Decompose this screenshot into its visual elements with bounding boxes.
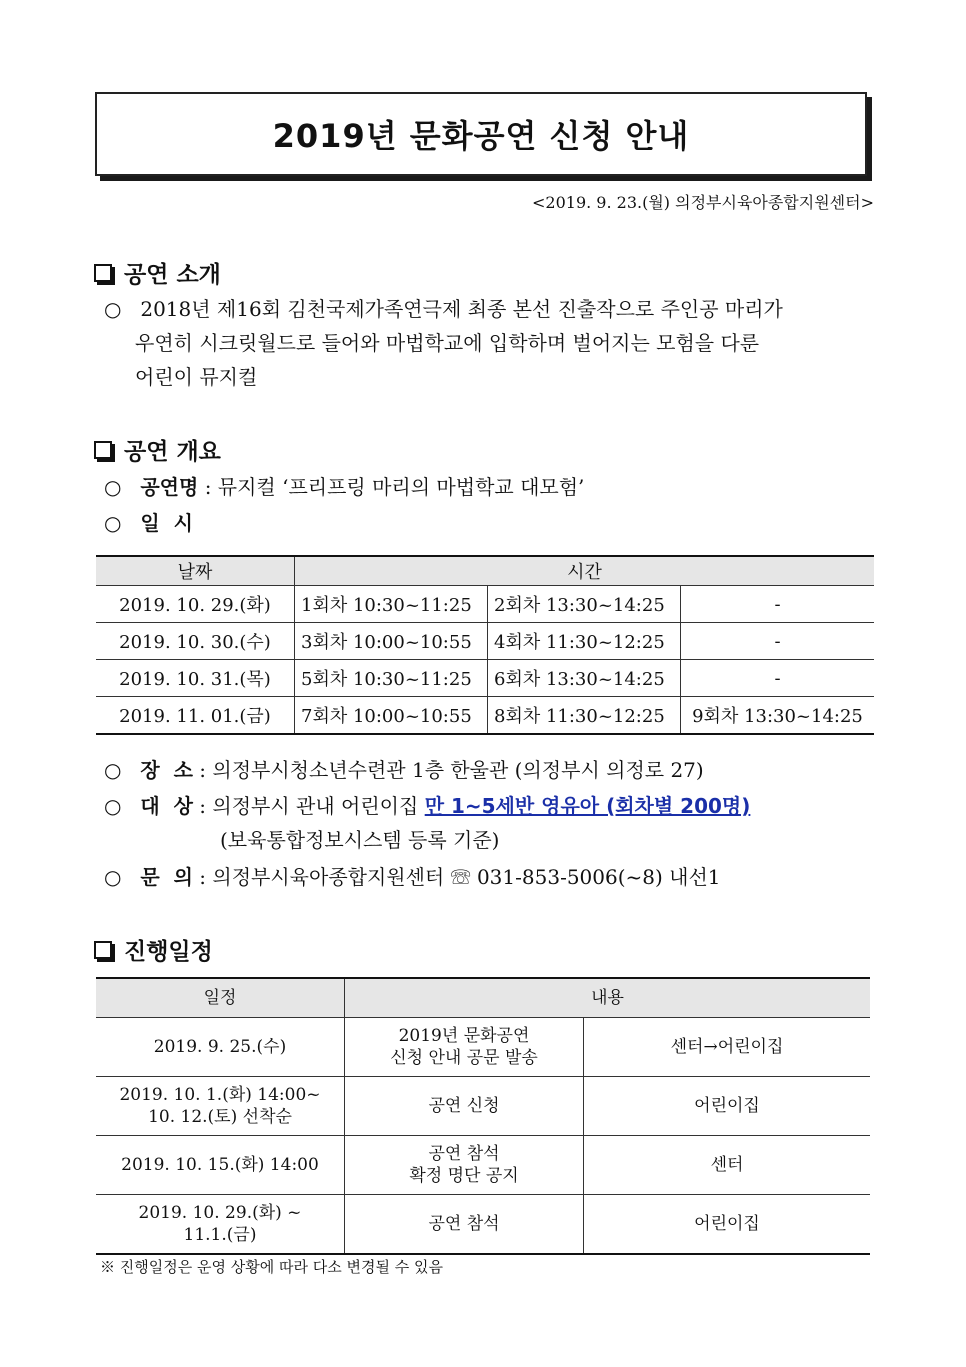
target-line: ○ 대 상 : 의정부시 관내 어린이집 만 1~5세반 영유아 (회차별 200명): [104, 789, 750, 823]
contact-label: 문 의: [140, 865, 193, 889]
table-cell: 6회차 13:30~14:25: [488, 660, 681, 697]
target-value: 의정부시 관내 어린이집: [212, 794, 419, 818]
intro-line-3: 어린이 뮤지컬: [135, 365, 258, 389]
table-cell: 2019. 10. 30.(수): [96, 623, 295, 660]
table-cell: 9회차 13:30~14:25: [681, 697, 875, 735]
section-heading-overview: [94, 433, 221, 466]
target-label: 대 상: [140, 794, 193, 818]
place-line: ○ 장 소 : 의정부시청소년수련관 1층 한울관 (의정부시 의정로 27): [104, 753, 704, 787]
dateline: <2019. 9. 23.(월) 의정부시육아종합지원센터>: [532, 193, 874, 212]
table-cell: 어린이집: [584, 1195, 871, 1255]
table-row: [96, 623, 874, 660]
table-cell: 5회차 10:30~11:25: [295, 660, 488, 697]
target-note: (보육통합정보시스템 등록 기준): [220, 828, 500, 852]
circle-bullet-icon: ○: [104, 511, 122, 535]
circle-bullet-icon: ○: [104, 794, 122, 818]
contact-value: 의정부시육아종합지원센터 ☏ 031-853-5006(~8) 내선1: [212, 865, 721, 889]
table-cell: 7회차 10:00~10:55: [295, 697, 488, 735]
table-row: [96, 1136, 870, 1195]
table-header-time: 시간: [295, 556, 875, 586]
section-heading-progress-text: 진행일정: [124, 939, 213, 965]
footnote: ※ 진행일정은 운영 상황에 따라 다소 변경될 수 있음: [100, 1258, 443, 1276]
table-row: [96, 1018, 870, 1077]
table-cell: 2019. 11. 01.(금): [96, 697, 295, 735]
table-cell: 2019. 10. 31.(목): [96, 660, 295, 697]
table-cell: -: [681, 586, 875, 623]
overview-date-line: [104, 506, 193, 540]
intro-line-2: 우연히 시크릿월드로 들어와 마법학교에 입학하며 벌어지는 모험을 다룬: [135, 331, 760, 355]
section-heading-progress: [94, 933, 213, 966]
title-box: [95, 92, 867, 176]
circle-bullet-icon: ○: [104, 865, 122, 889]
page-title: 2019년 문화공연 신청 안내: [272, 117, 690, 155]
circle-bullet-icon: ○: [104, 297, 122, 321]
table-row: [96, 697, 874, 735]
table-cell: 2019. 10. 1.(화) 14:00~ 10. 12.(토) 선착순: [96, 1077, 345, 1136]
table-cell: 2019. 10. 15.(화) 14:00: [96, 1136, 345, 1195]
table-row: [96, 586, 874, 623]
table-cell: 센터→어린이집: [584, 1018, 871, 1077]
table-header-date: 날짜: [96, 556, 295, 586]
table-cell: 공연 참석: [345, 1195, 584, 1255]
checkbox-square-icon: [94, 441, 112, 459]
overview-date-label: 일 시: [140, 511, 193, 535]
intro-text-1: 2018년 제16회 김천국제가족연극제 최종 본선 진출작으로 주인공 마리가: [140, 297, 783, 321]
table-cell: 2019. 10. 29.(화): [96, 586, 295, 623]
checkbox-square-icon: [94, 264, 112, 282]
table-cell: 8회차 11:30~12:25: [488, 697, 681, 735]
place-label: 장 소: [140, 758, 193, 782]
table-header-schedule: 일정: [96, 978, 345, 1018]
table-cell: -: [681, 660, 875, 697]
target-highlight: 만 1~5세반 영유아 (회차별 200명): [424, 794, 751, 818]
table-row: [96, 660, 874, 697]
table-cell: 공연 신청: [345, 1077, 584, 1136]
place-value: 의정부시청소년수련관 1층 한울관 (의정부시 의정로 27): [212, 758, 704, 782]
section-heading-intro: [94, 256, 221, 289]
table-header-row: [96, 978, 870, 1018]
section-heading-intro-text: 공연 소개: [124, 262, 221, 288]
table-cell: 2019년 문화공연 신청 안내 공문 발송: [345, 1018, 584, 1077]
section-heading-overview-text: 공연 개요: [124, 439, 221, 465]
overview-name-line: ○ 공연명 : 뮤지컬 ‘프리프링 마리의 마법학교 대모험’: [104, 470, 584, 504]
table-cell: 2019. 9. 25.(수): [96, 1018, 345, 1077]
table-cell: 3회차 10:00~10:55: [295, 623, 488, 660]
table-cell: 센터: [584, 1136, 871, 1195]
table-cell: 4회차 11:30~12:25: [488, 623, 681, 660]
circle-bullet-icon: ○: [104, 475, 122, 499]
intro-line-1: [104, 292, 783, 326]
table-row: [96, 1195, 870, 1255]
checkbox-square-icon: [94, 941, 112, 959]
overview-name-value: 뮤지컬 ‘프리프링 마리의 마법학교 대모험’: [217, 475, 585, 499]
table-cell: 1회차 10:30~11:25: [295, 586, 488, 623]
table-cell: -: [681, 623, 875, 660]
table-row: [96, 1077, 870, 1136]
table-cell: 어린이집: [584, 1077, 871, 1136]
table-header-content: 내용: [345, 978, 871, 1018]
overview-name-label: 공연명: [140, 475, 199, 499]
schedule-table: [96, 555, 874, 735]
circle-bullet-icon: ○: [104, 758, 122, 782]
table-cell: 2019. 10. 29.(화) ~ 11.1.(금): [96, 1195, 345, 1255]
progress-table: [96, 977, 870, 1255]
contact-line: ○ 문 의 : 의정부시육아종합지원센터 ☏ 031-853-5006(~8) 내선1: [104, 860, 721, 894]
table-header-row: [96, 556, 874, 586]
table-cell: 공연 참석 확정 명단 공지: [345, 1136, 584, 1195]
table-cell: 2회차 13:30~14:25: [488, 586, 681, 623]
